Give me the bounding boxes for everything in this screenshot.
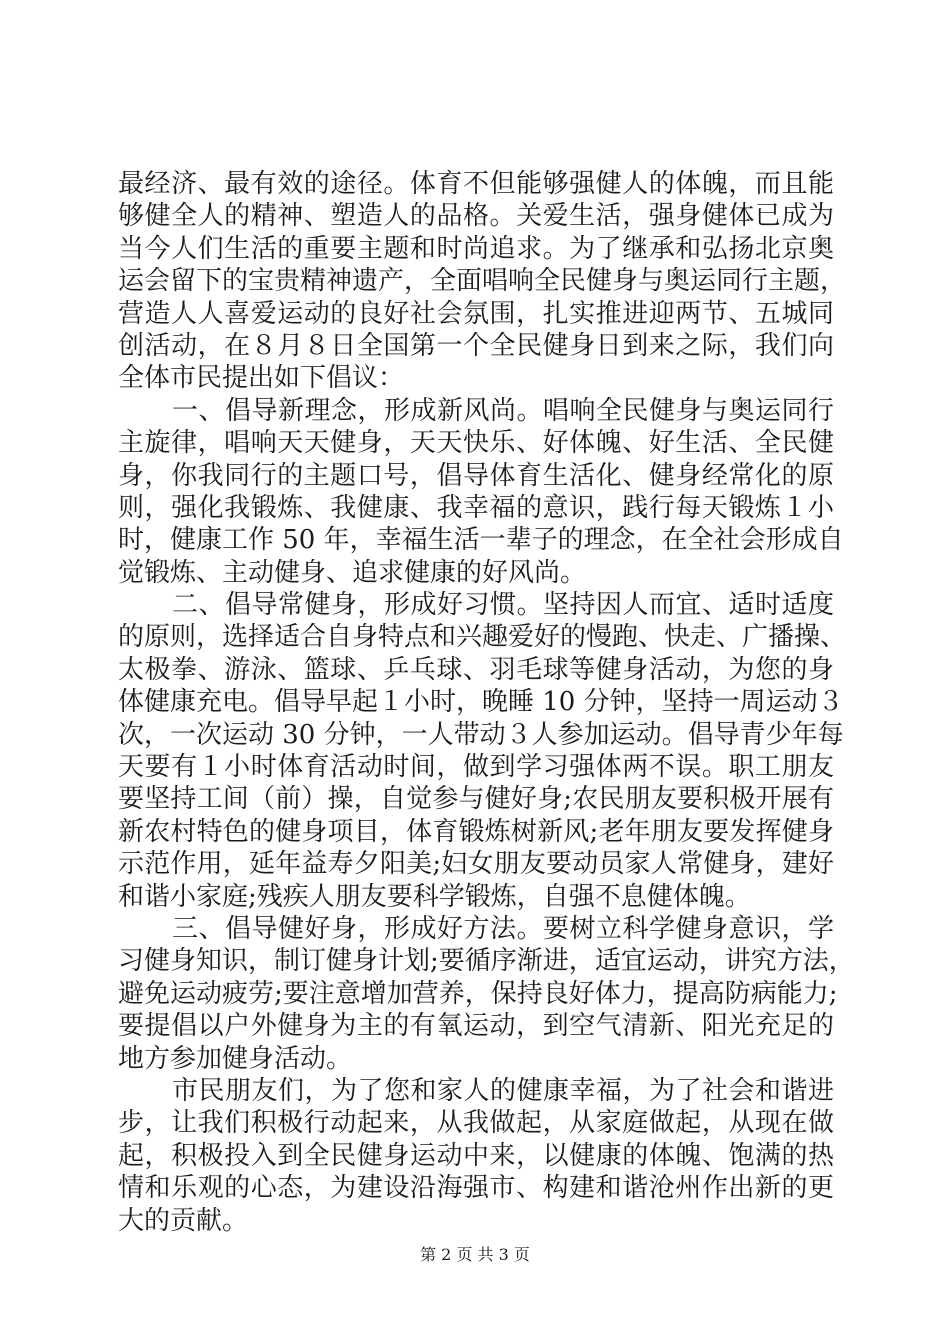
text-line: 体健康充电。倡导早起１小时，晚睡 10 分钟，坚持一周运动３ <box>118 687 844 718</box>
text-line: 太极拳、游泳、篮球、乒乓球、羽毛球等健身活动，为您的身 <box>118 654 834 685</box>
text-line: 要提倡以户外健身为主的有氧运动，到空气清新、阳光充足的 <box>118 1011 834 1042</box>
text-line: 当今人们生活的重要主题和时尚追求。为了继承和弘扬北京奥 <box>118 233 834 264</box>
text-line: 则，强化我锻炼、我健康、我幸福的意识，践行每天锻炼１小 <box>118 492 834 523</box>
text-line: 时，健康工作 50 年，幸福生活一辈子的理念，在全社会形成自 <box>118 525 844 556</box>
text-line: 创活动，在８月８日全国第一个全民健身日到来之际，我们向 <box>118 330 834 361</box>
document-body <box>118 168 855 1237</box>
text-line: 市民朋友们，为了您和家人的健康幸福，为了社会和谐进 <box>172 1075 834 1106</box>
text-line: 新农村特色的健身项目，体育锻炼树新风;老年朋友要发挥健身 <box>118 816 834 847</box>
text-line: 次，一次运动 30 分钟，一人带动３人参加运动。倡导青少年每 <box>118 719 844 750</box>
text-line: 示范作用，延年益寿夕阳美;妇女朋友要动员家人常健身，建好 <box>118 849 834 880</box>
text-line: 够健全人的精神、塑造人的品格。关爱生活，强身健体已成为 <box>118 201 834 232</box>
text-line: 二、倡导常健身，形成好习惯。坚持因人而宜、适时适度 <box>172 590 834 621</box>
text-line: 情和乐观的心态，为建设沿海强市、构建和谐沧州作出新的更 <box>118 1173 834 1204</box>
text-line: 三、倡导健好身，形成好方法。要树立科学健身意识，学 <box>172 913 834 944</box>
page-footer: 第 2 页 共 3 页 <box>420 1245 530 1264</box>
text-line: 营造人人喜爱运动的良好社会氛围，扎实推进迎两节、五城同 <box>118 298 834 329</box>
text-line: 的原则，选择适合自身特点和兴趣爱好的慢跑、快走、广播操、 <box>118 622 847 653</box>
text-line: 避免运动疲劳;要注意增加营养，保持良好体力，提高防病能力; <box>118 978 838 1009</box>
text-line: 最经济、最有效的途径。体育不但能够强健人的体魄，而且能 <box>118 169 834 199</box>
text-line: 觉锻炼、主动健身、追求健康的好风尚。 <box>118 557 587 588</box>
text-line: 大的贡献。 <box>118 1205 249 1236</box>
text-line: 天要有１小时体育活动时间，做到学习强体两不误。职工朋友 <box>118 752 834 783</box>
text-line: 主旋律，唱响天天健身，天天快乐、好体魄、好生活、全民健 <box>118 428 834 459</box>
text-line: 运会留下的宝贵精神遗产，全面唱响全民健身与奥运同行主题， <box>118 266 847 297</box>
text-line: 地方参加健身活动。 <box>118 1043 353 1074</box>
text-line: 和谐小家庭;残疾人朋友要科学锻炼，自强不息健体魄。 <box>118 881 751 912</box>
text-line: 全体市民提出如下倡议： <box>118 363 405 394</box>
text-line: 要坚持工间（前）操，自觉参与健好身;农民朋友要积极开展有 <box>118 784 834 815</box>
text-line: 习健身知识，制订健身计划;要循序渐进，适宜运动，讲究方法， <box>118 946 855 977</box>
text-line: 身，你我同行的主题口号，倡导体育生活化、健身经常化的原 <box>118 460 834 491</box>
text-line: 起，积极投入到全民健身运动中来，以健康的体魄、饱满的热 <box>118 1140 834 1171</box>
text-line: 步，让我们积极行动起来，从我做起，从家庭做起，从现在做 <box>118 1108 834 1139</box>
text-line: 一、倡导新理念，形成新风尚。唱响全民健身与奥运同行 <box>172 395 834 426</box>
